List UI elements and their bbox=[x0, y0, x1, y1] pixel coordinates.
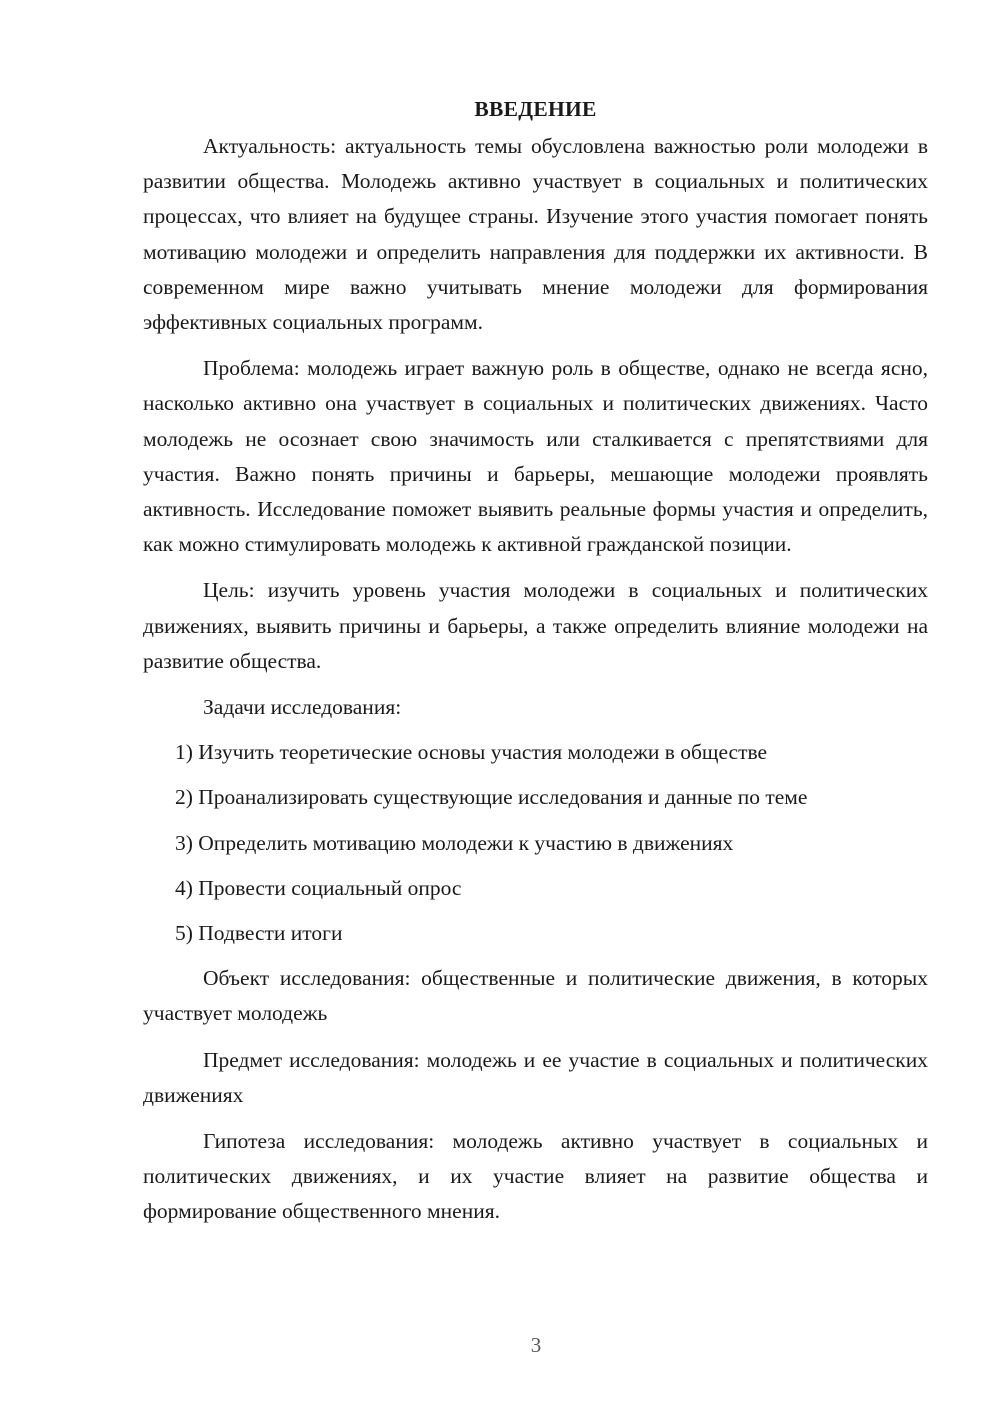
paragraph-relevance: Актуальность: актуальность темы обусловлена важностью роли молодежи в развитии общества. Молодежь активно участвует в социальных и политических процессах, что влияет на будущее страны. Изучение этого участия помогает понять мотивацию молодежи и определить направления для поддержки их активности. В современном мире важно учитывать мнение молодежи для формирования эффективных социальных программ. bbox=[143, 134, 928, 335]
task-item: 1) Изучить теоретические основы участия молодежи в обществе bbox=[175, 740, 768, 765]
task-item: 4) Провести социальный опрос bbox=[175, 875, 462, 900]
paragraph-subject: Предмет исследования: молодежь и ее участие в социальных и политических движениях bbox=[143, 1047, 928, 1107]
task-item: 3) Определить мотивацию молодежи к участию в движениях bbox=[175, 830, 734, 855]
tasks-heading: Задачи исследования: bbox=[203, 695, 402, 720]
section-title: ВВЕДЕНИЕ bbox=[474, 97, 597, 121]
paragraph-hypothesis: Гипотеза исследования: молодежь активно участвует в социальных и политических движениях, и их участие влияет на развитие общества и формирование общественного мнения. bbox=[143, 1129, 928, 1224]
paragraph-problem: Проблема: молодежь играет важную роль в обществе, однако не всегда ясно, насколько активно она участвует в социальных и политических движениях. Часто молодежь не осознает свою значимость или сталкивается с препятствиями для участия. Важно понять причины и барьеры, мешающие молодежи проявлять активность. Исследование поможет выявить реальные формы участия и определить, как можно стимулировать молодежь к активной гражданской позиции. bbox=[143, 356, 928, 557]
task-item: 5) Подвести итоги bbox=[175, 921, 343, 946]
paragraph-object: Объект исследования: общественные и политические движения, в которых участвует молодежь bbox=[143, 966, 928, 1026]
task-item: 2) Проанализировать существующие исследования и данные по теме bbox=[175, 785, 808, 810]
paragraph-goal: Цель: изучить уровень участия молодежи в социальных и политических движениях, выявить причины и барьеры, а также определить влияние молодежи на развитие общества. bbox=[143, 578, 928, 673]
document-page bbox=[143, 92, 928, 1241]
page-number: 3 bbox=[530, 1333, 542, 1357]
